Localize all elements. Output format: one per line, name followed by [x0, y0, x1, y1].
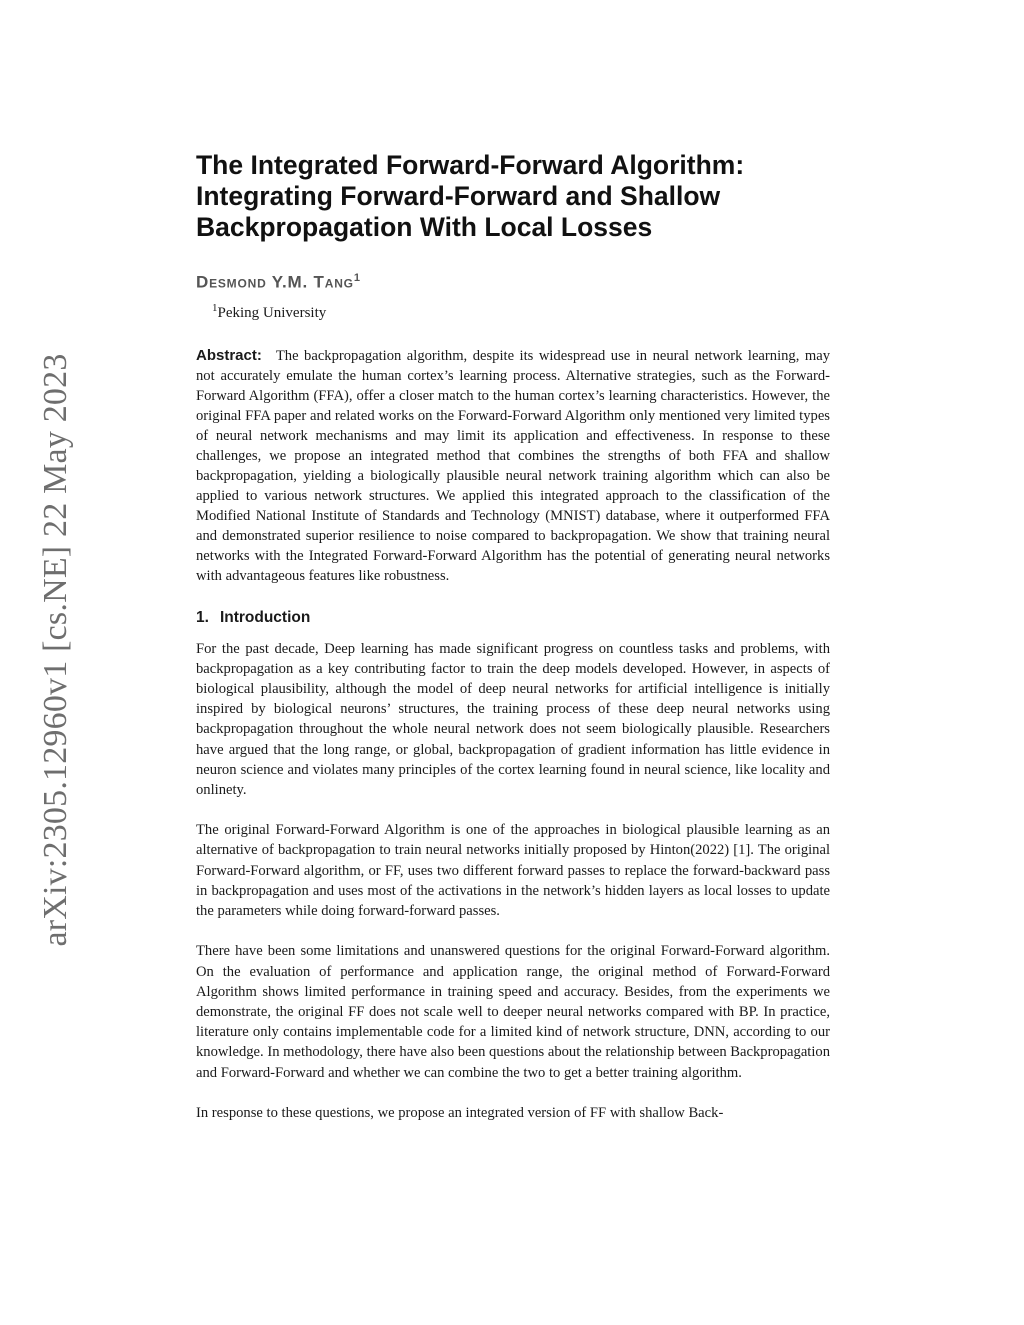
arxiv-identifier-stamp: arXiv:2305.12960v1 [cs.NE] 22 May 2023 [37, 353, 74, 947]
affiliation-name: Peking University [217, 304, 327, 321]
abstract [196, 346, 830, 586]
section-title: Introduction [219, 608, 311, 626]
affiliation-marker: 1 [212, 301, 218, 314]
paper-page [196, 150, 830, 1143]
author-name: Desmond Y.M. Tang [196, 272, 354, 292]
author-line [196, 272, 830, 293]
body-paragraph: The original Forward-Forward Algorithm is one of the approaches in biological plausible learning as an alternative of backpropagation to train neural networks initially proposed by Hinton(2022) [1]. The original Forward-Forward algorithm, or FF, uses two different forward passes to replace the forward-backward pass in backpropagation and uses most of the activations in the network’s hidden layers as local losses to update the parameters while doing forward-forward passes. [196, 822, 830, 920]
section-heading-introduction [196, 609, 830, 627]
abstract-label: Abstract: [196, 346, 262, 364]
body-paragraph: There have been some limitations and unanswered questions for the original Forward-Forward algorithm. On the evaluation of performance and application range, the original method of Forward-Forward Algorithm shows limited performance in training speed and accuracy. Besides, from the experiments we demonstrate, the original FF does not scale well to deeper neural networks compared with BP. In practice, literature only contains implementable code for a limited kind of network structure, DNN, according to our knowledge. In methodology, there have also been questions about the relationship between Backpropagation and Forward-Forward and whether we can combine the two to get a better training algorithm. [196, 943, 830, 1081]
affiliation [212, 302, 830, 322]
author-affiliation-marker: 1 [353, 272, 361, 284]
paper-title [196, 150, 830, 243]
section-number: 1. [196, 608, 209, 626]
body-paragraph: In response to these questions, we propose an integrated version of FF with shallow Back- [196, 1104, 724, 1121]
abstract-text: The backpropagation algorithm, despite its widespread use in neural network learning, may not accurately emulate the human cortex’s learning process. Alternative strategies, such as the Forward-Forward Algorithm (FFA), offer a closer match to the human cortex’s learning characteristics. However, the original FFA paper and related works on the Forward-Forward Algorithm only mentioned very limited types of neural network mechanisms and may limit its application and effectiveness. In response to these challenges, we propose an integrated method that combines the strengths of both FFA and shallow backpropagation, yielding a biologically plausible neural network training algorithm which can also be applied to various network structures. We applied this integrated approach to the classification of the Modified National Institute of Standards and Technology (MNIST) database, where it outperformed FFA and demonstrated superior resilience to noise compared to backpropagation. We show that training neural networks with the Integrated Forward-Forward Algorithm has the potential of generating neural networks with advantageous features like robustness. [196, 347, 830, 584]
title-line: Backpropagation With Local Losses [196, 212, 653, 242]
body-paragraph: For the past decade, Deep learning has made significant progress on countless tasks and problems, with backpropagation as a key contributing factor to train the deep models developed. However, in aspects of biological plausibility, although the model of deep neural networks for artificial intelligence is initially inspired by biological neurons’ structures, the training process of these deep neural networks using backpropagation throughout the whole neural network does not seem biologically plausible. Researchers have argued that the long range, or global, backpropagation of gradient information has little evidence in neuron science and violates many principles of the cortex learning found in neural science, like locality and onlinety. [196, 640, 830, 799]
title-line: Integrating Forward-Forward and Shallow [196, 181, 721, 211]
title-line: The Integrated Forward-Forward Algorithm: [196, 150, 745, 180]
